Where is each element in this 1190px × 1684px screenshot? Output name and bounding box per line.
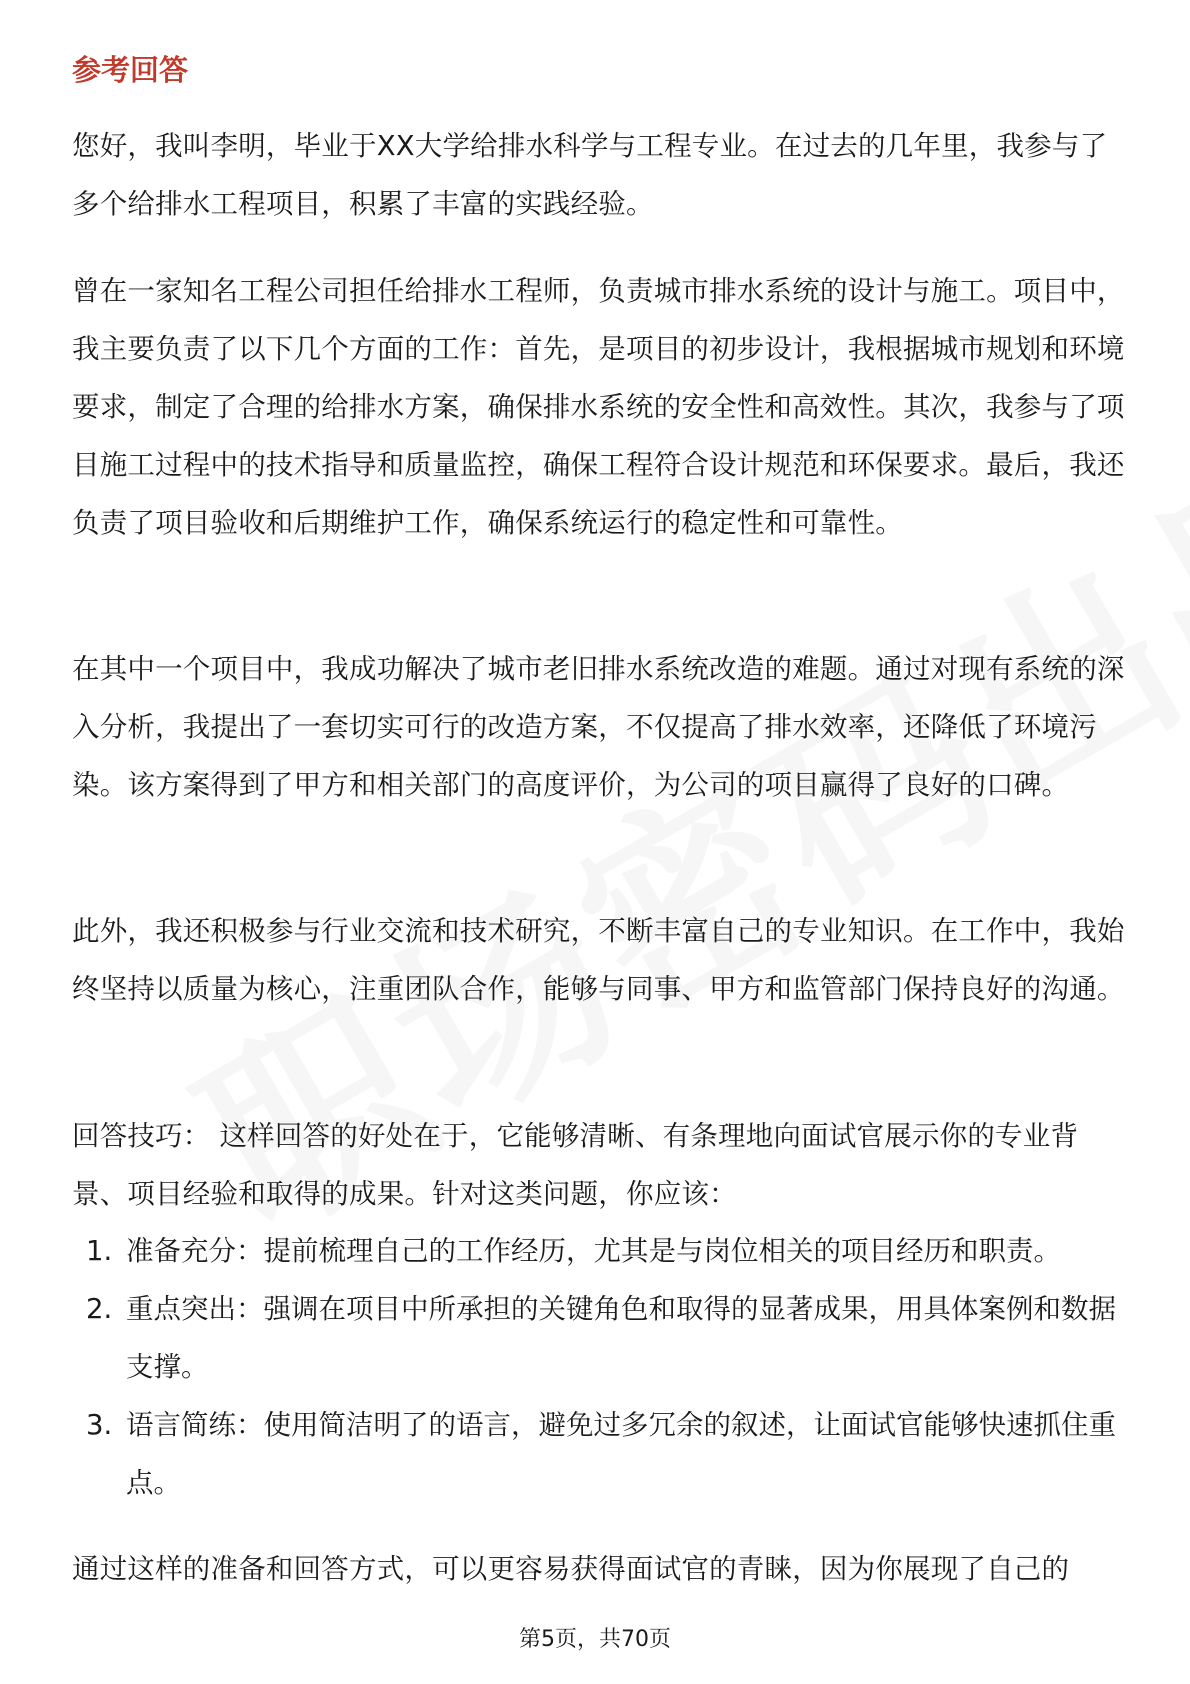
paragraph-tips-intro: 回答技巧： 这样回答的好处在于，它能够清晰、有条理地向面试官展示你的专业背景、项目经验和取得的成果。针对这类问题，你应该： (72, 1120, 1079, 1210)
list-item (72, 1396, 1132, 1512)
list-item-number: 3. (86, 1409, 113, 1441)
list-item-number: 1. (86, 1235, 113, 1267)
list-item-text: 语言简练：使用简洁明了的语言，避免过多冗余的叙述，让面试官能够快速抓住重点。 (126, 1409, 1116, 1499)
list-item (72, 1280, 1132, 1396)
list-item (72, 1222, 1132, 1280)
list-item-number: 2. (86, 1293, 113, 1325)
paragraph-achievement: 在其中一个项目中，我成功解决了城市老旧排水系统改造的难题。通过对现有系统的深入分析，我提出了一套切实可行的改造方案，不仅提高了排水效率，还降低了环境污染。该方案得到了甲方和相关部门的高度评价，为公司的项目赢得了良好的口碑。 (72, 653, 1125, 801)
section-heading: 参考回答 (72, 53, 189, 87)
paragraph-responsibilities: 曾在一家知名工程公司担任给排水工程师，负责城市排水系统的设计与施工。项目中，我主要负责了以下几个方面的工作：首先，是项目的初步设计，我根据城市规划和环境要求，制定了合理的给排水方案，确保排水系统的安全性和高效性。其次，我参与了项目施工过程中的技术指导和质量监控，确保工程符合设计规范和环保要求。最后，我还负责了项目验收和后期维护工作，确保系统运行的稳定性和可靠性。 (72, 275, 1125, 539)
paragraph-intro: 您好，我叫李明，毕业于XX大学给排水科学与工程专业。在过去的几年里，我参与了多个给排水工程项目，积累了丰富的实践经验。 (72, 130, 1108, 220)
page-number: 第5页，共70页 (519, 1627, 671, 1652)
paragraph-additional: 此外，我还积极参与行业交流和技术研究，不断丰富自己的专业知识。在工作中，我始终坚持以质量为核心，注重团队合作，能够与同事、甲方和监管部门保持良好的沟通。 (72, 915, 1125, 1005)
paragraph-conclusion: 通过这样的准备和回答方式，可以更容易获得面试官的青睐，因为你展现了自己的 (72, 1553, 1070, 1585)
list-item-text: 准备充分：提前梳理自己的工作经历，尤其是与岗位相关的项目经历和职责。 (126, 1235, 1061, 1267)
list-item-text: 重点突出：强调在项目中所承担的关键角色和取得的显著成果，用具体案例和数据支撑。 (126, 1293, 1116, 1383)
tips-list (72, 1222, 1132, 1512)
